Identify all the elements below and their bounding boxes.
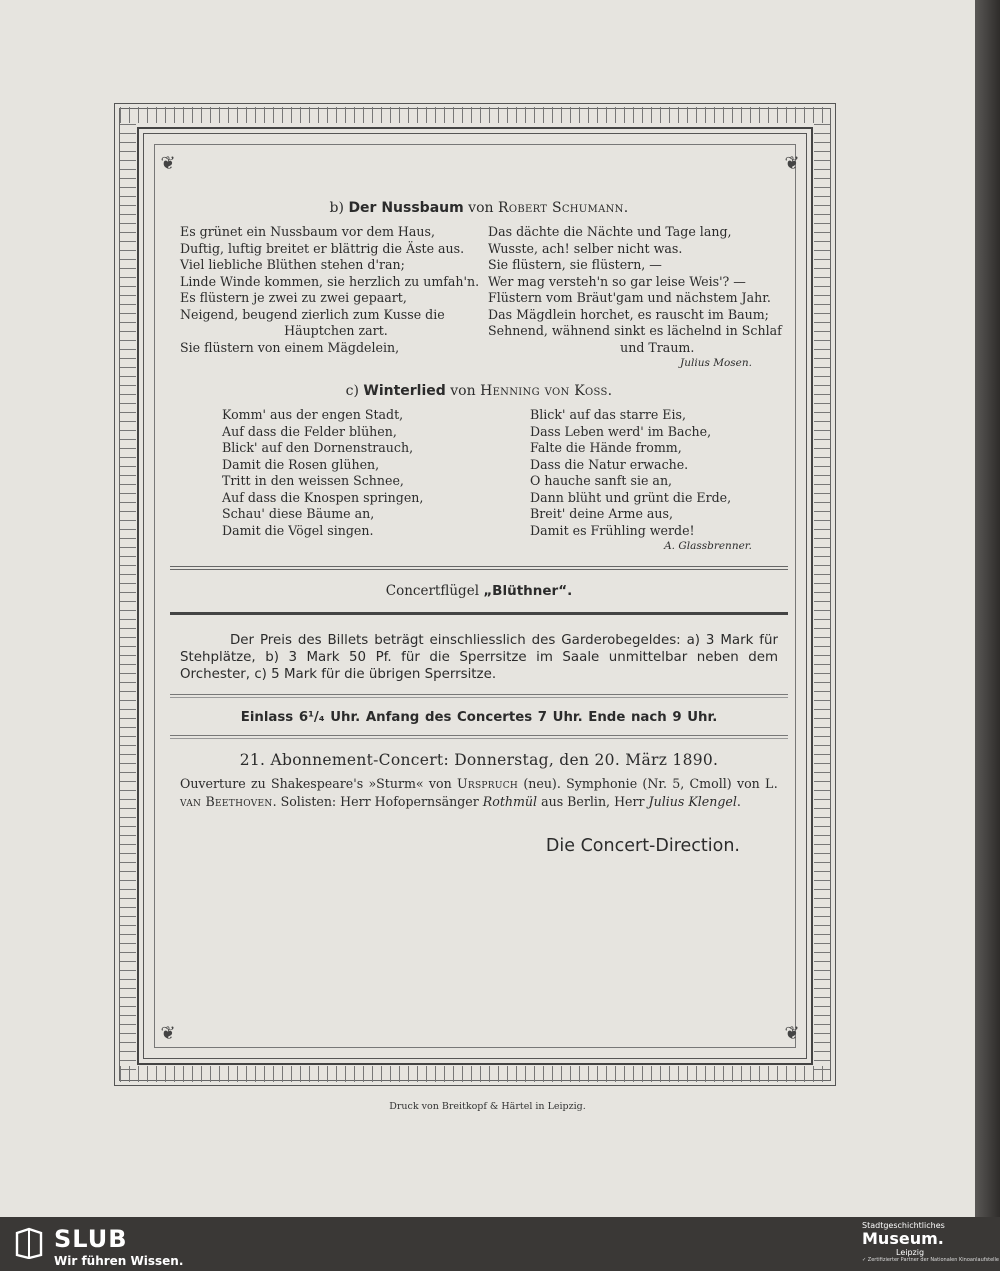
song-c-right-verse: Blick' auf das starre Eis, Dass Leben werd' im Bache, Falte die Hände fromm, Dass die Natur erwache. O hauche sanft sie an, Dann blüht und grünt die Erde, Breit' deine Arme aus, Damit es Frühling werde! xyxy=(530,407,732,538)
ornamental-band-top xyxy=(120,107,830,123)
song-b-von: von xyxy=(468,200,494,216)
printer-imprint: Druck von Breitkopf & Härtel in Leipzig. xyxy=(389,1101,586,1112)
divider xyxy=(170,612,788,615)
divider xyxy=(170,694,788,698)
corner-ornament-icon: ❦ xyxy=(160,1023,176,1044)
slub-logo-icon xyxy=(14,1227,44,1259)
piano-prefix: Concertflügel xyxy=(385,583,480,599)
song-c-left-verse: Komm' aus der engen Stadt, Auf dass die Felder blühen, Blick' auf den Dornenstrauch, Damit die Rosen glühen, Tritt in den weissen Schnee, Auf dass die Knospen springen, Schau' diese Bäume an, Damit die Vögel singen. xyxy=(222,407,424,538)
song-b-heading xyxy=(180,200,778,216)
divider xyxy=(170,566,788,570)
song-b-title: Der Nussbaum xyxy=(348,200,464,216)
ticket-price-text: Der Preis des Billets beträgt einschliesslich des Garderobegeldes: a) 3 Mark für Stehplätze, b) 3 Mark 50 Pf. für die Sperrsitze im Saale unmittelbar neben dem Orchester, c) 5 Mark für die übrigen Sperrsitze. xyxy=(180,633,778,682)
museum-logo xyxy=(862,1221,999,1263)
piano-name: „Blüthner“. xyxy=(483,583,573,599)
next-concert-text: Ouverture zu Shakespeare's »Sturm« von Urspruch (neu). Symphonie (Nr. 5, Cmoll) von L. van Beethoven. Solisten: Herr Hofopernsänger Rothmül aus Berlin, Herr Julius Klengel. xyxy=(180,776,778,809)
song-b-right-verse: Das dächte die Nächte und Tage lang, Wusste, ach! selber nicht was. Sie flüstern, sie flüstern, — Wer mag versteh'n so gar leise Weis'? — Flüstern vom Bräut'gam und nächstem Jahr. Das Mägdlein horchet, es rauscht im Baum; Sehnend, wähnend sinkt es lächelnd in Schlaf und Traum. xyxy=(488,224,782,355)
divider xyxy=(170,735,788,739)
museum-name: Museum. xyxy=(862,1229,944,1248)
song-c-label: c) xyxy=(345,383,359,399)
museum-city: Leipzig xyxy=(896,1248,925,1257)
song-c-von: von xyxy=(450,383,476,399)
soloist-klengel: Julius Klengel xyxy=(648,793,737,809)
concert-times: Einlass 6¹/₄ Uhr. Anfang des Concertes 7 Uhr. Ende nach 9 Uhr. xyxy=(240,710,718,725)
library-name: SLUB xyxy=(54,1225,128,1253)
library-tagline: Wir führen Wissen. xyxy=(54,1254,184,1268)
museum-prefix: Stadtgeschichtliches xyxy=(862,1221,945,1230)
song-c-heading xyxy=(180,383,778,399)
song-c-title: Winterlied xyxy=(363,383,446,399)
ornamental-band-right xyxy=(814,120,830,1070)
song-b-lyrics xyxy=(180,224,782,356)
ornamental-band-bottom xyxy=(120,1066,830,1082)
song-b-poet: Julius Mosen. xyxy=(680,357,752,369)
footer-bar xyxy=(0,1217,1000,1271)
program-content xyxy=(180,200,782,856)
corner-ornament-icon: ❦ xyxy=(784,153,800,174)
next-concert-title: 21. Abonnement-Concert: Donnerstag, den 20. März 1890. xyxy=(239,751,719,769)
composer-beethoven: L. van Beethoven xyxy=(180,776,778,809)
concert-direction-signature: Die Concert-Direction. xyxy=(545,836,740,856)
soloist-rothmuel: Rothmül xyxy=(482,793,538,809)
museum-partner-note: ✓ Zertifizierter Partner der Nationalen Kinoanlaufstelle xyxy=(862,1257,999,1263)
corner-ornament-icon: ❦ xyxy=(160,153,176,174)
piano-line xyxy=(180,583,778,599)
song-c-lyrics xyxy=(180,407,778,539)
song-b-left-verse: Es grünet ein Nussbaum vor dem Haus, Duftig, luftig breitet er blättrig die Äste aus. Viel liebliche Blüthen stehen d'ran; Linde Winde kommen, sie herzlich zu umfah'n. Es flüstern je zwei zu zwei gepaart, Neigend, beugend zierlich zum Kusse die Häuptchen zart. Sie flüstern von einem Mägdelein, xyxy=(180,224,480,355)
song-b-composer: Robert Schumann. xyxy=(497,200,629,216)
song-b-label: b) xyxy=(329,200,344,216)
corner-ornament-icon: ❦ xyxy=(784,1023,800,1044)
song-c-poet: A. Glassbrenner. xyxy=(664,540,752,552)
scan-edge xyxy=(975,0,1000,1217)
ornamental-band-left xyxy=(120,120,136,1070)
composer-urspruch: Urspruch xyxy=(456,776,519,791)
song-c-composer: Henning von Koss. xyxy=(480,383,613,399)
